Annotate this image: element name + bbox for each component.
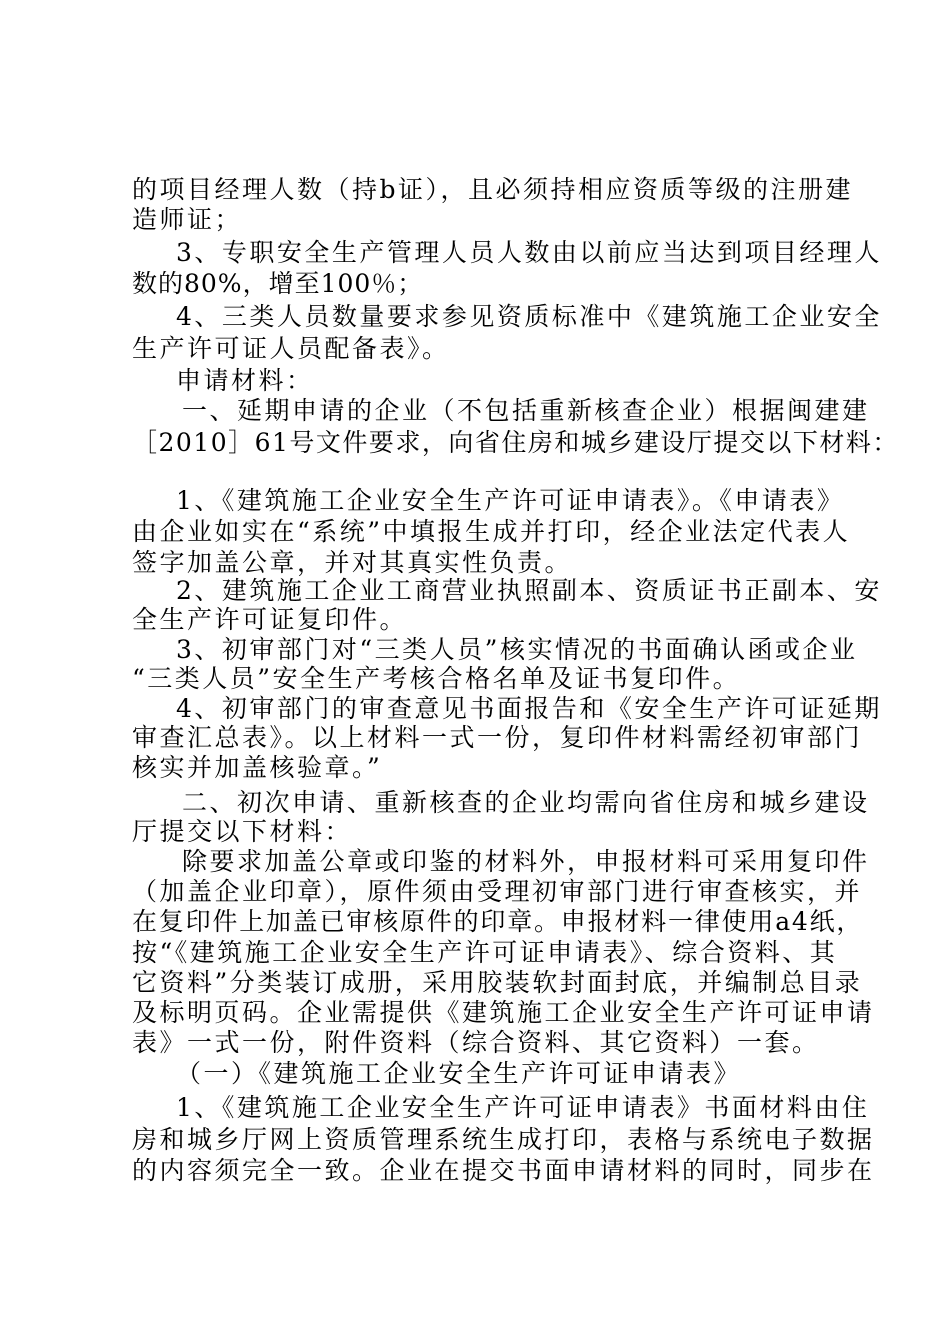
section-heading: 申请材料： bbox=[176, 366, 314, 395]
paragraph-line: 在复印件上加盖已审核原件的印章。申报材料一律使用a4纸， bbox=[132, 907, 864, 936]
paragraph-line: “三类人员”安全生产考核合格名单及证书复印件。 bbox=[132, 664, 741, 693]
paragraph-line: 按“《建筑施工企业安全生产许可证申请表》、综合资料、其 bbox=[132, 938, 838, 967]
paragraph-line: 的内容须完全一致。企业在提交书面申请材料的同时，同步在 bbox=[132, 1156, 875, 1185]
paragraph-line: 房和城乡厅网上资质管理系统生成打印，表格与系统电子数据 bbox=[132, 1125, 875, 1154]
paragraph-line: 3、专职安全生产管理人员人数由以前应当达到项目经理人 bbox=[176, 238, 882, 267]
paragraph-line: 厅提交以下材料： bbox=[132, 817, 353, 846]
paragraph-line: 全生产许可证复印件。 bbox=[132, 605, 408, 634]
paragraph-line: 3、初审部门对“三类人员”核实情况的书面确认函或企业 bbox=[176, 635, 858, 664]
paragraph-line: （加盖企业印章），原件须由受理初审部门进行审查核实，并 bbox=[132, 877, 863, 906]
paragraph-line: 一、延期申请的企业（不包括重新核查企业）根据闽建建 bbox=[182, 396, 870, 425]
paragraph-line: 签字加盖公章，并对其真实性负责。 bbox=[132, 548, 573, 577]
paragraph-line: 1、《建筑施工企业安全生产许可证申请表》书面材料由住 bbox=[176, 1093, 870, 1122]
paragraph-line: 核实并加盖核验章。” bbox=[132, 753, 383, 782]
paragraph-line: 二、初次申请、重新核查的企业均需向省住房和城乡建设 bbox=[182, 788, 870, 817]
paragraph-line: ［2010］61号文件要求，向省住房和城乡建设厅提交以下材料： bbox=[132, 428, 899, 457]
paragraph-line: 4、初审部门的审查意见书面报告和《安全生产许可证延期 bbox=[176, 694, 882, 723]
paragraph-line: 1、《建筑施工企业安全生产许可证申请表》。《申请表》 bbox=[176, 486, 845, 515]
paragraph-line: 2、建筑施工企业工商营业执照副本、资质证书正副本、安 bbox=[176, 576, 882, 605]
paragraph-line: 生产许可证人员配备表》。 bbox=[132, 334, 450, 363]
paragraph-line: 它资料”分类装订成册，采用胶装软封面封底，并编制总目录 bbox=[132, 968, 863, 997]
paragraph-line: 及标明页码。企业需提供《建筑施工企业安全生产许可证申请 bbox=[132, 998, 875, 1027]
paragraph-line: 审查汇总表》。以上材料一式一份，复印件材料需经初审部门 bbox=[132, 723, 863, 752]
paragraph-line: 由企业如实在“系统”中填报生成并打印，经企业法定代表人 bbox=[132, 517, 851, 546]
paragraph-line: 数的80%，增至100％； bbox=[132, 269, 424, 298]
paragraph-line: 的项目经理人数（持b证），且必须持相应资质等级的注册建 bbox=[132, 175, 854, 204]
paragraph-line: 除要求加盖公章或印鉴的材料外，申报材料可采用复印件 bbox=[182, 847, 870, 876]
paragraph-line: 4、三类人员数量要求参见资质标准中《建筑施工企业安全 bbox=[176, 302, 882, 331]
section-heading: （一）《建筑施工企业安全生产许可证申请表》 bbox=[176, 1059, 742, 1088]
paragraph-line: 造师证； bbox=[132, 205, 243, 234]
paragraph-line: 表》一式一份，附件资料（综合资料、其它资料）一套。 bbox=[132, 1028, 820, 1057]
